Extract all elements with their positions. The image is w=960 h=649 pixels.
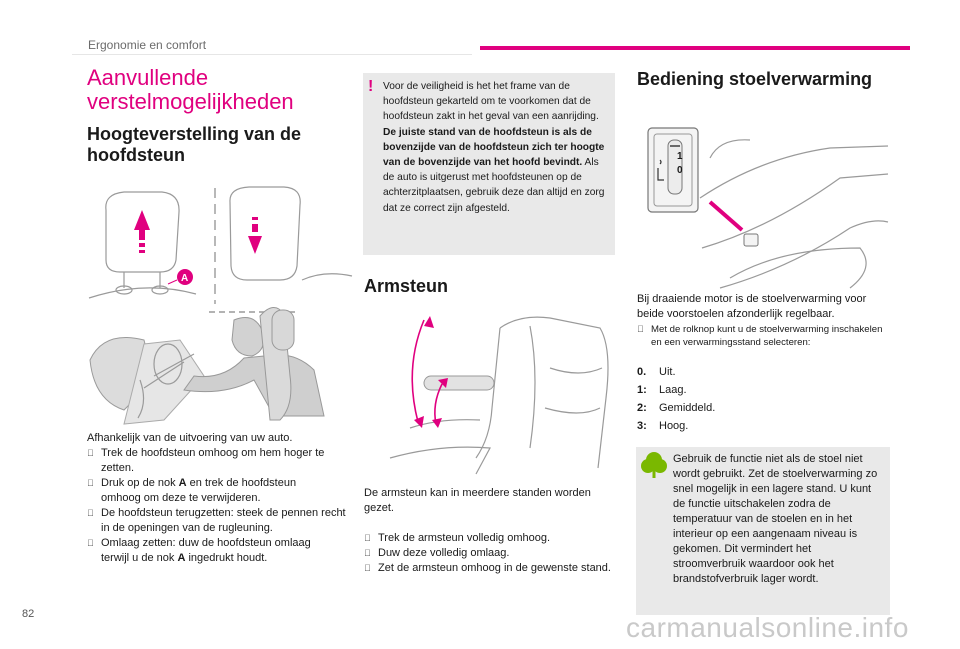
page-number: 82 [22, 608, 35, 620]
armrest-illustration [380, 308, 615, 476]
list-item [637, 363, 837, 381]
warning-text-2: Als de auto is uitgerust met hoofdsteunen op de achterzitplaatsen, gebruik deze dan altijd en zorg dat ze correct zijn afgesteld. [383, 157, 605, 214]
list-item [364, 561, 614, 576]
list-item [364, 546, 614, 561]
level-label: Laag. [659, 384, 687, 396]
armrest-step-2: Duw deze volledig omlaag. [378, 547, 510, 559]
headrest-step-2-pre: Druk op de nok [101, 477, 179, 489]
armrest-step-3: Zet de armsteun omhoog in de gewenste stand. [378, 562, 611, 574]
seat-heating-illustration [640, 118, 890, 290]
list-item [87, 536, 347, 566]
eco-tree-icon [640, 450, 668, 480]
headrest-step-2-bold: A [178, 477, 187, 489]
headrest-intro: Afhankelijk van de uitvoering van uw auto. [87, 432, 293, 444]
headrest-step-2-cont: omhoog om deze te verwijderen. [101, 492, 261, 504]
armrest-title: Armsteun [364, 276, 449, 296]
seat-heating-intro: Bij draaiende motor is de stoelverwarming voor beide voorstoelen afzonderlijk regelbaar. [637, 293, 867, 320]
list-item [87, 476, 347, 506]
eco-tip-text: Gebruik de functie niet als de stoel niet wordt gebruikt. Zet de stoelverwarming zo snel mogelijk in een lagere stand. U kunt de functie uitschakelen zodra de temperatuur van de stoelen en in het interieur op een aangenaam niveau is gekomen. Dit vermindert het stroomverbruik waardoor ook het brandstofverbruik lager wordt. [673, 453, 878, 585]
level-label: Uit. [659, 366, 676, 378]
warning-text-bold: De juiste stand van de hoofdsteun is als de bovenzijde van de hoofdsteun zich ter hoogte van de bovenzijde van het hoofd bevindt. [383, 126, 605, 169]
headrest-step-4-post: ingedrukt houdt. [185, 552, 268, 564]
list-item [637, 417, 837, 435]
headrest-steps [87, 446, 347, 566]
armrest-intro: De armsteun kan in meerdere standen worden gezet. [364, 487, 591, 514]
list-item [637, 381, 837, 399]
knob-label-0: 0 [677, 165, 683, 176]
level-key: 2: [637, 402, 647, 414]
headrest-step-4-pre: Omlaag zetten: duw de hoofdsteun omlaag [101, 537, 311, 549]
headrest-step-4-bold: A [177, 552, 186, 564]
armrest-steps [364, 531, 614, 576]
headrest-step-4-cont: terwijl u de nok [101, 552, 178, 564]
knob-label-1: 1 [677, 151, 683, 162]
seat-heating-title: Bediening stoelverwarming [637, 69, 873, 89]
headrest-step-3: De hoofdsteun terugzetten: steek de pennen recht in de openingen van de rugleuning. [101, 507, 346, 534]
level-label: Hoog. [659, 420, 689, 432]
headrest-illustration [84, 180, 354, 428]
headrest-step-2-post: en trek de hoofdsteun [186, 477, 297, 489]
page-title: Aanvullende verstelmogelijkheden [87, 65, 294, 114]
level-key: 0. [637, 366, 647, 378]
level-key: 3: [637, 420, 647, 432]
seat-heating-step: Met de rolknop kunt u de stoelverwarming inschakelen en een verwarmingsstand selecteren: [651, 324, 883, 348]
seat-heating-steps [637, 323, 893, 349]
list-item [87, 506, 347, 536]
safety-warning-text [383, 79, 611, 216]
warning-icon: ! [368, 78, 374, 95]
figure-label-a: A [181, 273, 189, 284]
watermark: carmanualsonline.info [626, 612, 909, 643]
armrest-step-1: Trek de armsteun volledig omhoog. [378, 532, 551, 544]
heating-levels [637, 363, 837, 435]
section-title: Ergonomie en comfort [88, 38, 207, 52]
section-accent-bar [480, 46, 910, 50]
list-item [637, 323, 893, 349]
list-item [637, 399, 837, 417]
headrest-step-1: Trek de hoofdsteun omhoog om hem hoger te zetten. [101, 447, 325, 474]
list-item [87, 446, 347, 476]
headrest-subtitle: Hoogteverstelling van de hoofdsteun [87, 124, 302, 165]
list-item [364, 531, 614, 546]
header-divider [72, 54, 472, 55]
level-label: Gemiddeld. [659, 402, 716, 414]
level-key: 1: [637, 384, 647, 396]
warning-text-1: Voor de veiligheid is het het frame van de hoofdsteun gekarteld om te voorkomen dat de hoofdsteun zakt in het geval van een aanrijding. [383, 81, 599, 123]
